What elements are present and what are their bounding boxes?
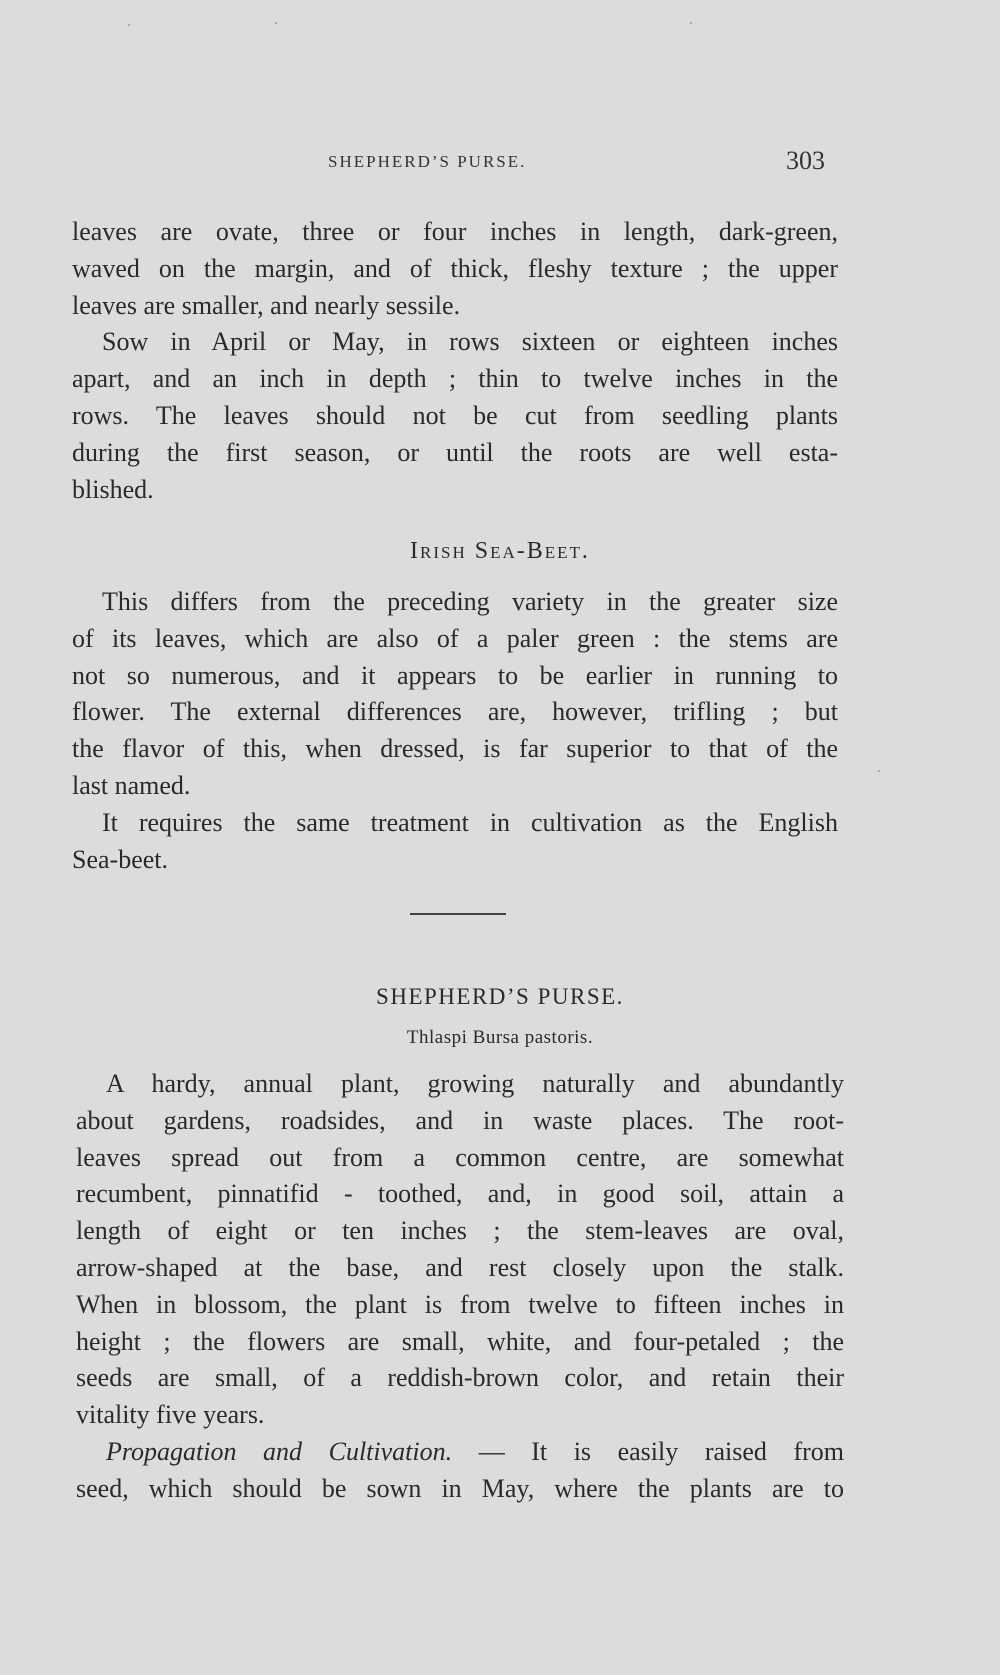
- text-line: waved on the margin, and of thick, fleshy texture ; the upper: [72, 253, 838, 283]
- text-line: It requires the same treatment in cultivation as the English: [102, 807, 838, 837]
- text-line: When in blossom, the plant is from twelve to fifteen inches in: [76, 1289, 844, 1319]
- running-header: [0, 148, 1000, 178]
- page-number: 303: [786, 146, 825, 175]
- text-line: during the first season, or until the roots are well esta-: [72, 437, 838, 467]
- running-title: SHEPHERD’S PURSE.: [328, 152, 527, 171]
- text-line: last named.: [72, 770, 191, 800]
- shepherds-purse-paragraphs: [76, 1066, 844, 1508]
- text-line: Sea-beet.: [72, 844, 169, 874]
- text-line: apart, and an inch in depth ; thin to twelve inches in the: [72, 364, 838, 394]
- section-heading-shepherds-purse: SHEPHERD’S PURSE.: [376, 984, 624, 1009]
- text-line: height ; the flowers are small, white, and four-petaled ; the: [76, 1326, 844, 1356]
- text-line: A hardy, annual plant, growing naturally and abundantly: [106, 1069, 844, 1098]
- text-line: not so numerous, and it appears to be earlier in running to: [72, 660, 838, 690]
- text-line: arrow-shaped at the base, and rest closely upon the stalk.: [76, 1252, 844, 1282]
- text-line: vitality five years.: [76, 1400, 265, 1430]
- propagation-line: [76, 1434, 844, 1471]
- text-line: rows. The leaves should not be cut from seedling plants: [72, 400, 838, 430]
- section-divider: [410, 913, 506, 915]
- text-line: recumbent, pinnatifid - toothed, and, in good soil, attain a: [76, 1179, 844, 1209]
- propagation-label: Propagation and Cultivation.: [106, 1436, 453, 1466]
- text-line: blished.: [72, 474, 154, 504]
- propagation-text: — It is easily raised from: [452, 1436, 845, 1466]
- text-line: This differs from the preceding variety in the greater size: [102, 587, 838, 616]
- text-line: of its leaves, which are also of a paler green : the stems are: [72, 623, 838, 653]
- paper-speck: [128, 24, 130, 26]
- paper-speck: [275, 22, 277, 24]
- text-line: seed, which should be sown in May, where the plants are to: [76, 1473, 844, 1503]
- text-line: leaves are smaller, and nearly sessile.: [72, 290, 461, 320]
- text-line: seeds are small, of a reddish-brown color, and retain their: [76, 1363, 844, 1393]
- latin-name: Thlaspi Bursa pastoris.: [406, 1027, 594, 1048]
- text-line: leaves are ovate, three or four inches in length, dark-green,: [72, 217, 838, 246]
- text-line: leaves spread out from a common centre, are somewhat: [76, 1142, 844, 1172]
- irish-sea-beet-paragraphs: [72, 584, 838, 878]
- paper-speck: [878, 770, 880, 772]
- section-heading-irish-sea-beet: Irish Sea-Beet.: [410, 538, 590, 564]
- text-line: flower. The external differences are, however, trifling ; but: [72, 697, 838, 727]
- text-line: Sow in April or May, in rows sixteen or eighteen inches: [102, 327, 838, 357]
- paper-speck: [690, 22, 692, 24]
- text-line: about gardens, roadsides, and in waste places. The root-: [76, 1105, 844, 1135]
- continued-paragraphs: [72, 214, 838, 508]
- text-line: length of eight or ten inches ; the stem-leaves are oval,: [76, 1216, 844, 1246]
- text-line: the flavor of this, when dressed, is far superior to that of the: [72, 734, 838, 764]
